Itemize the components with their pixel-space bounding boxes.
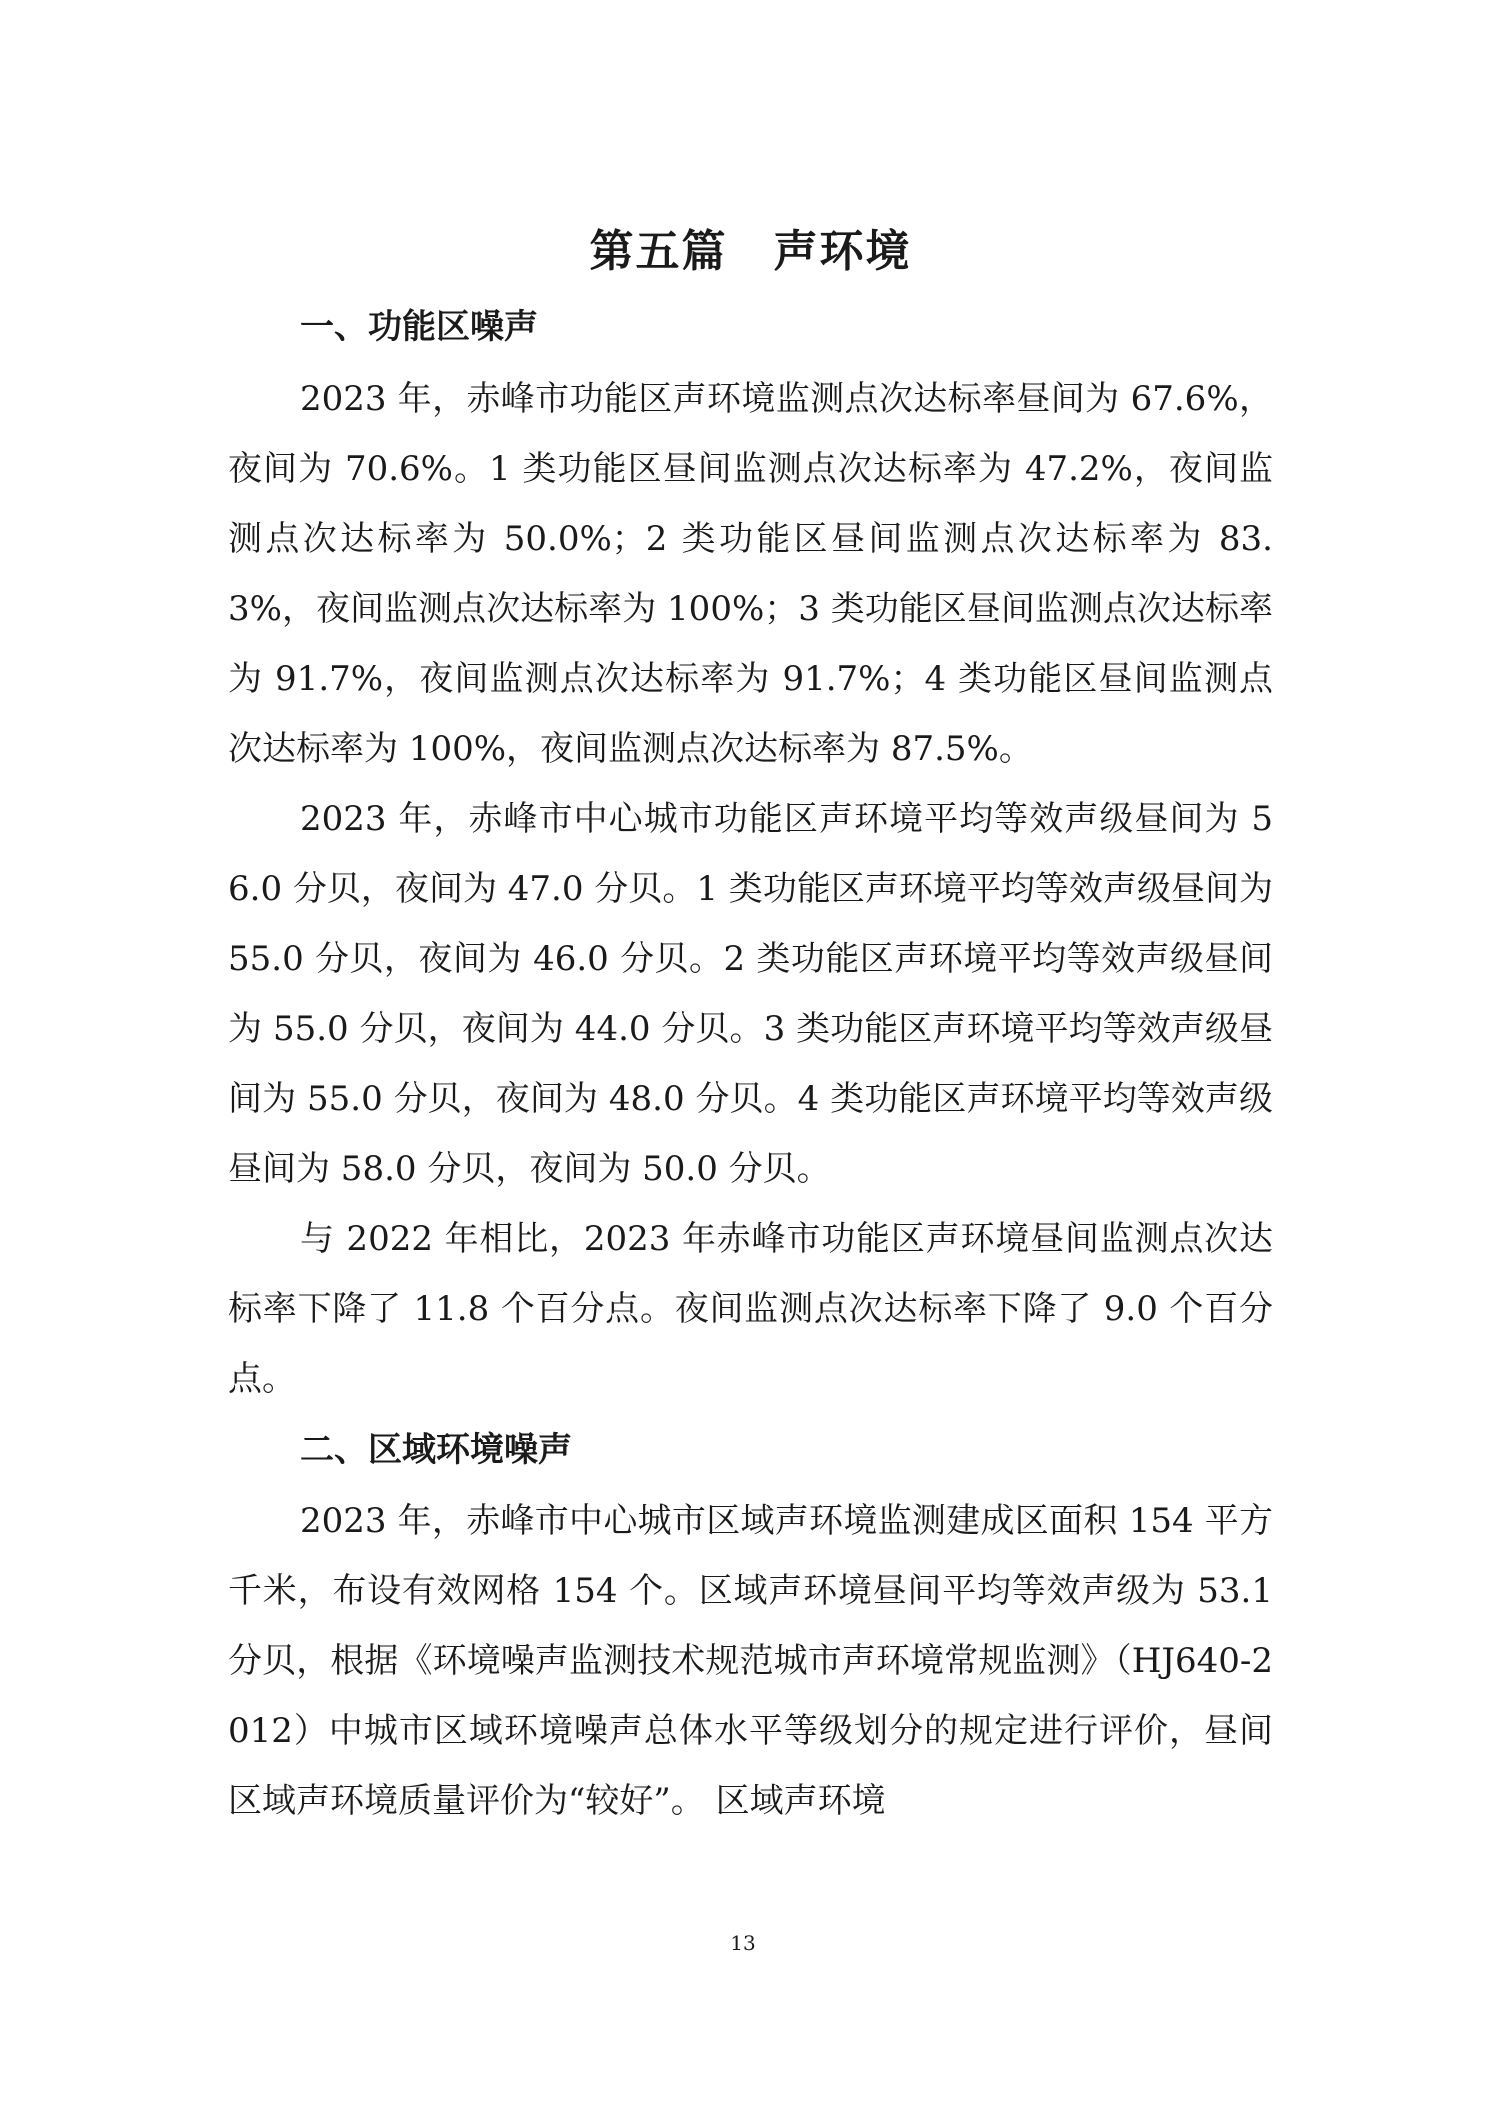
chapter-title: 第五篇 声环境 [589,226,912,277]
section-heading-functional-zone-noise: 一、功能区噪声 [300,307,538,347]
paragraph-compliance-rates: 2023 年，赤峰市功能区声环境监测点次达标率昼间为 67.6%，夜间为 70.6%。1 类功能区昼间监测点次达标率为 47.2%，夜间监测点次达标率为 50.0%；2 类功能区昼间监测点次达标率为 83.3%，夜间监测点次达标率为 100%；3 类功能区昼间监测点次达标率为 91.7%，夜间监测点次达标率为 91.7%；4 类功能区昼间监测点次达标率为 100%，夜间监测点次达标率为 87.5%。 [228,379,1273,769]
section-heading-regional-noise: 二、区域环境噪声 [300,1430,572,1470]
paragraph-equivalent-sound-levels: 2023 年，赤峰市中心城市功能区声环境平均等效声级昼间为 56.0 分贝，夜间为 47.0 分贝。1 类功能区声环境平均等效声级昼间为 55.0 分贝，夜间为 46.0 分贝。2 类功能区声环境平均等效声级昼间为 55.0 分贝，夜间为 44.0 分贝。3 类功能区声环境平均等效声级昼间为 55.0 分贝，夜间为 48.0 分贝。4 类功能区声环境平均等效声级昼间为 58.0 分贝，夜间为 50.0 分贝。 [228,799,1273,1189]
paragraph-regional-noise-assessment: 2023 年，赤峰市中心城市区域声环境监测建成区面积 154 平方千米，布设有效网格 154 个。区域声环境昼间平均等效声级为 53.1 分贝，根据《环境噪声监测技术规范城市声环境常规监测》（HJ640-2012）中城市区域环境噪声总体水平等级划分的规定进行评价，昼间区域声环境质量评价为“较好”。 区域声环境 [228,1501,1273,1821]
paragraph-year-comparison: 与 2022 年相比，2023 年赤峰市功能区声环境昼间监测点次达标率下降了 11.8 个百分点。夜间监测点次达标率下降了 9.0 个百分点。 [228,1219,1273,1399]
page-number: 13 [730,1931,756,1955]
